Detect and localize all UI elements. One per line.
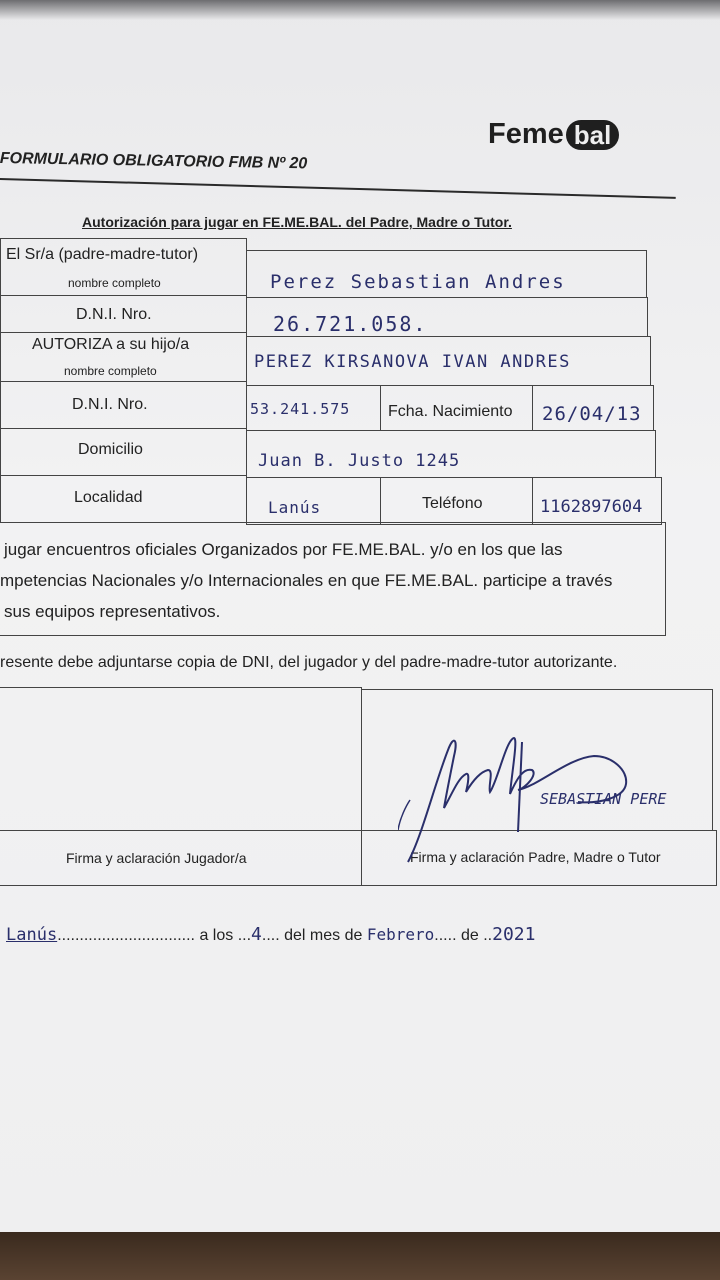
- dni-note: resente debe adjuntarse copia de DNI, del jugador y del padre-madre-tutor autorizante.: [0, 654, 618, 671]
- logo-ball: bal: [566, 120, 620, 150]
- year-value: 2021: [492, 924, 536, 945]
- child-dni-value: 53.241.575: [250, 400, 351, 418]
- femebal-logo: [488, 118, 619, 151]
- date-line: Lanús............................... a los ...4.... del mes de Febrero..... de ..2021: [6, 924, 536, 945]
- parent-label: El Sr/a (padre-madre-tutor): [6, 246, 199, 263]
- de-text: de: [460, 927, 479, 944]
- city-label: Localidad: [74, 489, 143, 506]
- paragraph-line-3: sus equipos representativos.: [4, 602, 221, 621]
- day-value: 4: [251, 924, 262, 945]
- form-title: FORMULARIO OBLIGATORIO FMB Nº 20: [0, 150, 308, 173]
- child-name-value: PEREZ KIRSANOVA IVAN ANDRES: [254, 352, 571, 372]
- paragraph-line-1: jugar encuentros oficiales Organizados por FE.ME.BAL. y/o en los que las: [4, 540, 563, 559]
- birth-value: 26/04/13: [542, 403, 642, 425]
- del-mes-de-text: del mes de: [284, 927, 363, 944]
- parent-signature-label: Firma y aclaración Padre, Madre o Tutor: [410, 849, 661, 865]
- phone-value: 1162897604: [540, 497, 643, 517]
- phone-label: Teléfono: [422, 495, 483, 512]
- city-value: Lanús: [268, 498, 322, 517]
- parent-name-sub: nombre completo: [68, 276, 161, 290]
- player-signature-label: Firma y aclaración Jugador/a: [66, 850, 247, 866]
- child-dni-label: D.N.I. Nro.: [72, 396, 148, 413]
- child-name-sub: nombre completo: [64, 364, 157, 378]
- month-value: Febrero: [366, 925, 435, 944]
- a-los-text: a los: [199, 927, 234, 944]
- parent-dni-label: D.N.I. Nro.: [76, 306, 152, 323]
- top-shadow: [0, 0, 720, 20]
- address-value: Juan B. Justo 1245: [258, 451, 461, 471]
- form-subtitle: Autorización para jugar en FE.ME.BAL. del Padre, Madre o Tutor.: [82, 214, 512, 230]
- paragraph-line-2: mpetencias Nacionales y/o Internacionales en que FE.ME.BAL. participe a través: [0, 571, 613, 590]
- parent-signature-clarification: SEBASTIAN PERE: [540, 790, 667, 808]
- parent-name-value: Perez Sebastian Andres: [270, 271, 566, 293]
- address-label: Domicilio: [78, 441, 143, 458]
- title-rule: [0, 178, 676, 199]
- table-surface: [0, 1232, 720, 1280]
- logo-text: Feme: [488, 118, 564, 150]
- birth-label: Fcha. Nacimiento: [388, 403, 513, 420]
- parent-dni-value: 26.721.058.: [273, 312, 428, 336]
- child-label: AUTORIZA a su hijo/a: [32, 336, 190, 353]
- player-signature-box: [0, 687, 362, 831]
- place-dots: ...............................: [57, 927, 195, 944]
- place-value: Lanús: [6, 925, 58, 945]
